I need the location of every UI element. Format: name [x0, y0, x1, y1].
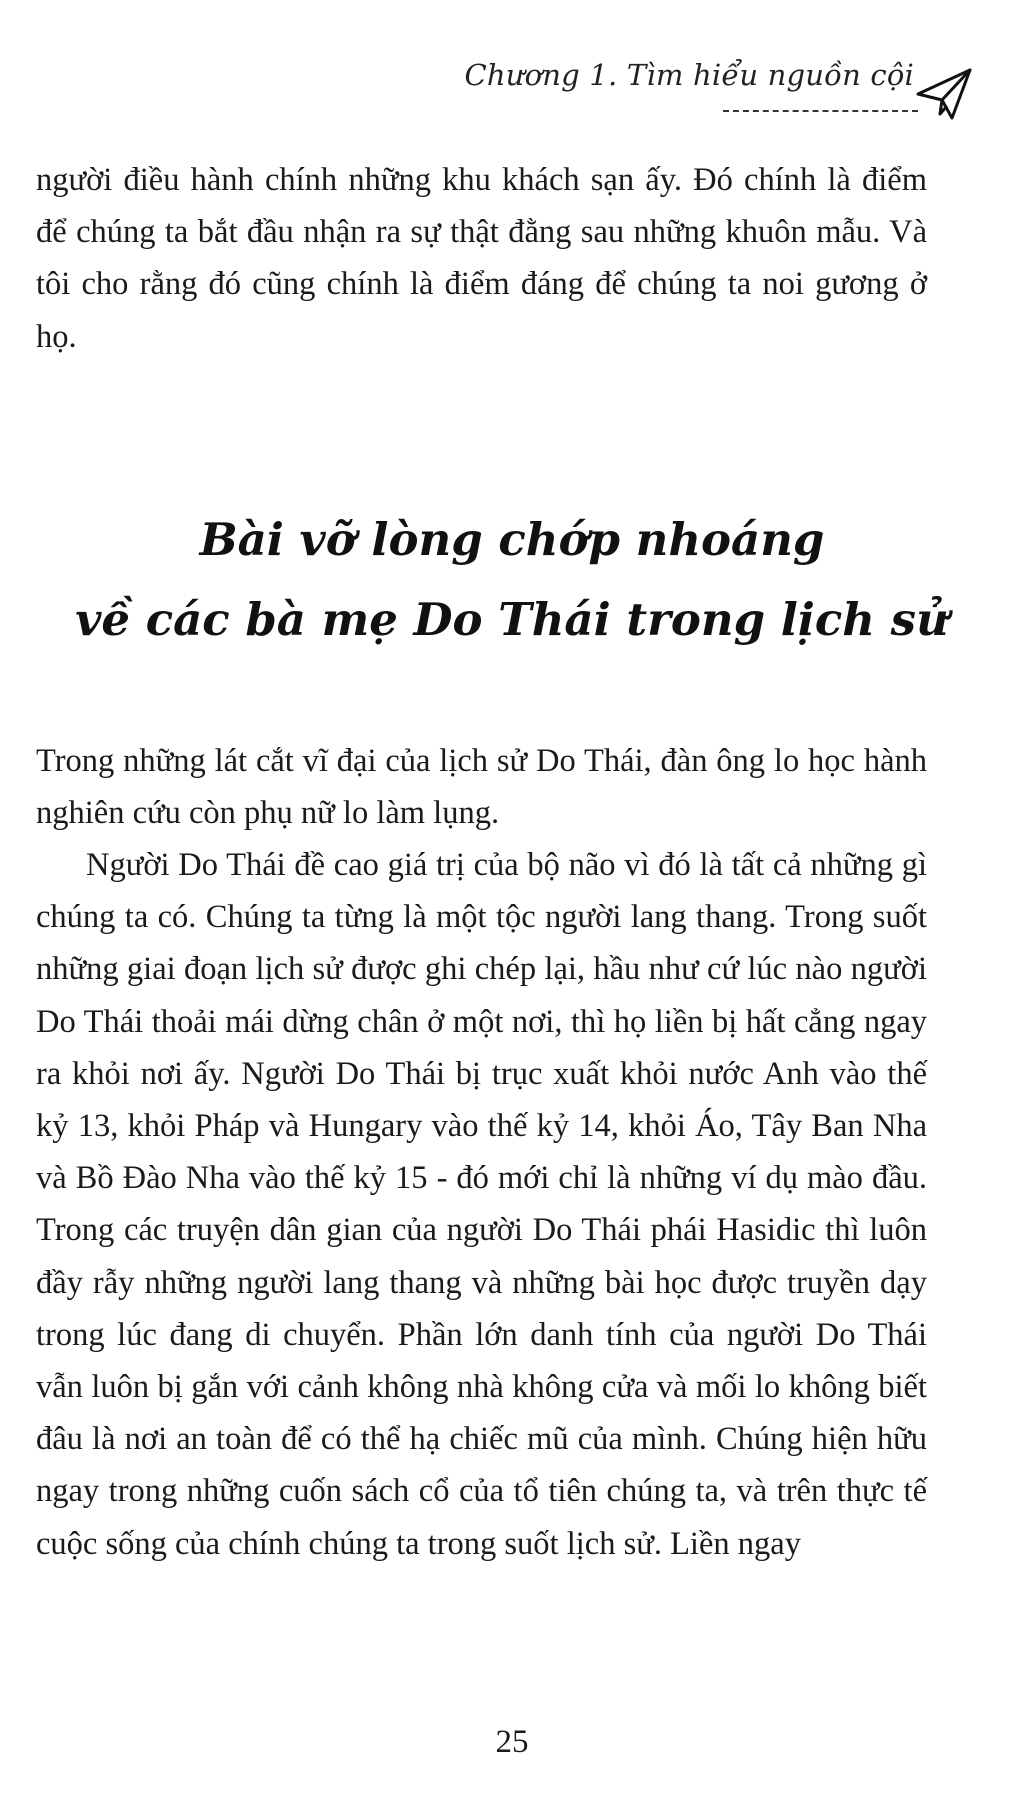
paragraph-intro: Trong những lát cắt vĩ đại của lịch sử Do Thái, đàn ông lo học hành nghiên cứu còn phụ nữ lo làm lụng. — [36, 743, 927, 832]
section-heading-line-1: Bài vỡ lòng chớp nhoáng — [199, 513, 825, 566]
running-header — [464, 58, 976, 128]
paragraph-body: Người Do Thái đề cao giá trị của bộ não vì đó là tất cả những gì chúng ta có. Chúng ta từng là một tộc người lang thang. Trong suốt những giai đoạn lịch sử được ghi chép lại, hầu như cứ lúc nào người Do Thái thoải mái dừng chân ở một nơi, thì họ liền bị hất cẳng ngay ra khỏi nơi ấy. Người Do Thái bị trục xuất khỏi nước Anh vào thế kỷ 13, khỏi Pháp và Hungary vào thế kỷ 14, khỏi Áo, Tây Ban Nha và Bồ Đào Nha vào thế kỷ 15 - đó mới chỉ là những ví dụ mào đầu. Trong các truyện dân gian của người Do Thái phái Hasidic thì luôn đầy rẫy những người lang thang và những bài học được truyền dạy trong lúc đang di chuyển. Phần lớn danh tính của người Do Thái vẫn luôn bị gắn với cảnh không nhà không cửa và mối lo không biết đâu là nơi an toàn để có thể hạ chiếc mũ của mình. Chúng hiện hữu ngay trong những cuốn sách cổ của tổ tiên chúng ta, và trên thực tế cuộc sống của chính chúng ta trong suốt lịch sử. Liền ngay — [36, 847, 927, 1562]
running-title: Chương 1. Tìm hiểu nguồn cội — [464, 58, 914, 92]
page-number: 25 — [495, 1724, 529, 1760]
section-heading-line-2: về các bà mẹ Do Thái trong lịch sử — [75, 593, 949, 646]
paper-plane-icon — [914, 64, 976, 124]
section-heading — [0, 500, 1024, 660]
paragraph-continued: người điều hành chính những khu khách sạn ấy. Đó chính là điểm để chúng ta bắt đầu nhận ra sự thật đằng sau những khuôn mẫu. Và tôi cho rằng đó cũng chính là điểm đáng để chúng ta noi gương ở họ. — [36, 162, 927, 355]
dashed-divider — [723, 110, 918, 112]
